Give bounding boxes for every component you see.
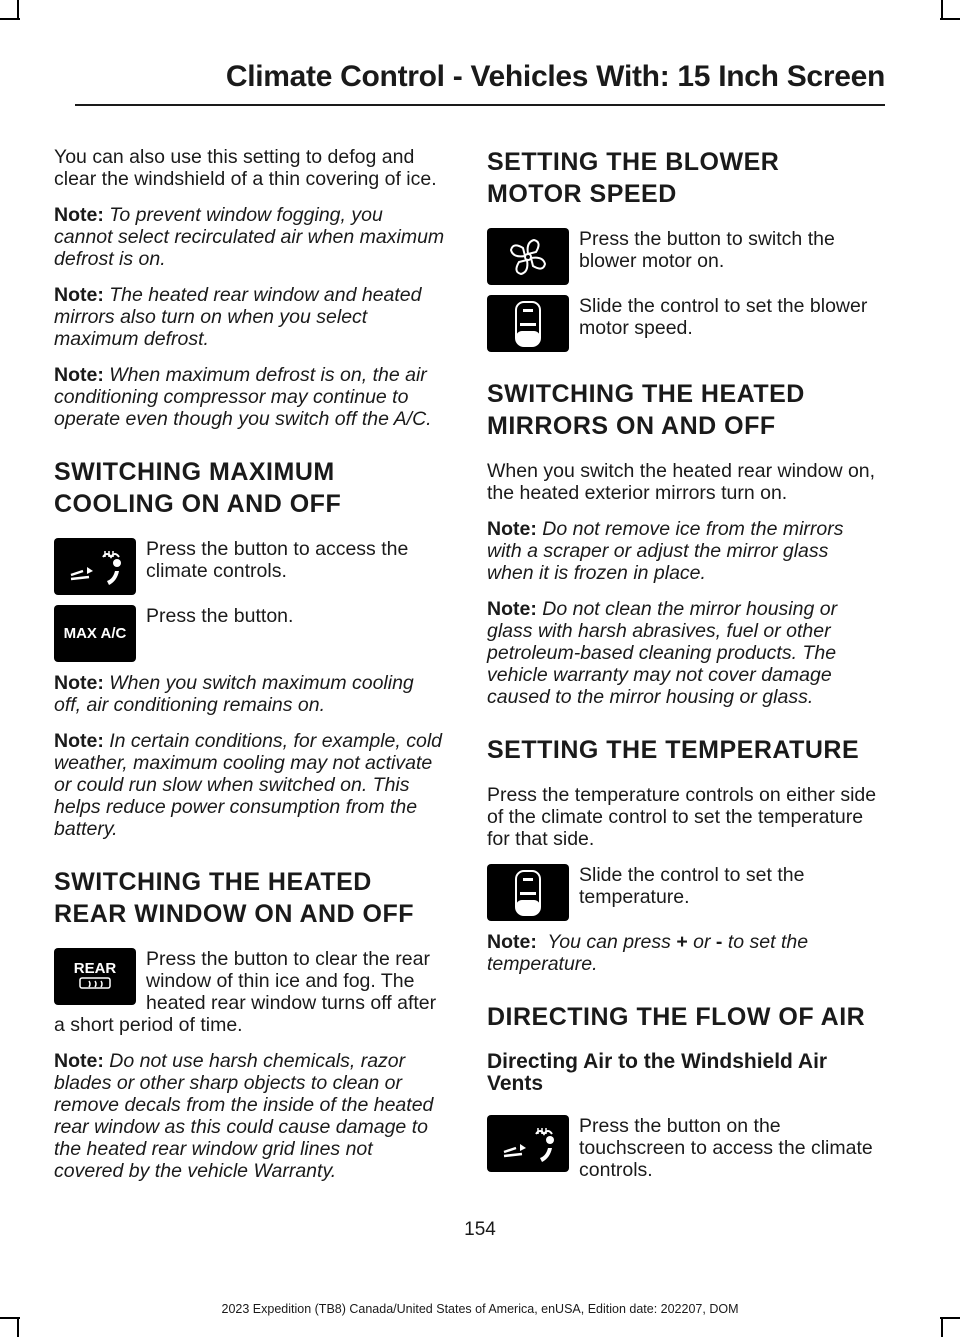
step-text: Press the button.	[146, 605, 294, 627]
section-heading-temperature: SETTING THE TEMPERATURE	[487, 736, 860, 764]
rear-defrost-icon: REAR	[54, 948, 136, 1005]
crop-mark	[17, 0, 19, 20]
page-number: 154	[464, 1219, 496, 1240]
crop-mark	[0, 1317, 20, 1319]
step-text: Press the button to clear the rear window of thin ice and fog. The heated rear window turns off after a short period of time.	[54, 948, 437, 1036]
note: Note: In certain conditions, for example, cold weather, maximum cooling may not activate or could run slow when switched on. This helps reduce power consumption from the battery.	[54, 730, 443, 840]
max-ac-icon: MAX A/C	[54, 605, 136, 662]
step-text: Press the button to switch the blower motor on.	[579, 228, 835, 272]
step-text: Slide the control to set the blower motor speed.	[579, 295, 868, 339]
section-heading-blower: SETTING THE BLOWER MOTOR SPEED	[487, 148, 780, 208]
left-column	[54, 146, 446, 1196]
crop-mark	[941, 1317, 943, 1337]
slider-control-icon	[487, 864, 569, 921]
note: Note: You can press + or - to set the temperature.	[487, 931, 809, 975]
slider-control-icon	[487, 295, 569, 352]
section-heading-heated-mirrors: SWITCHING THE HEATED MIRRORS ON AND OFF	[487, 380, 805, 440]
step-row	[487, 1115, 879, 1181]
step-row	[54, 538, 446, 595]
paragraph: Press the temperature controls on either side of the climate control to set the temperature for that side.	[487, 784, 877, 850]
crop-mark	[941, 0, 943, 20]
header-divider	[75, 104, 885, 106]
note: Note: Do not use harsh chemicals, razor blades or other sharp objects to clean or remove decals from the inside of the heated rear window as this could cause damage to the heated rear window grid lines not covered by the vehicle Warranty.	[54, 1050, 434, 1182]
crop-mark	[940, 18, 960, 20]
note: Note: When maximum defrost is on, the air conditioning compressor may continue to operate even though you switch off the A/C.	[54, 364, 432, 430]
step-row	[487, 295, 879, 352]
step-row	[487, 228, 879, 285]
note: Note: The heated rear window and heated mirrors also turn on when you select maximum defrost.	[54, 284, 422, 350]
fan-icon	[487, 228, 569, 285]
climate-controls-icon	[54, 538, 136, 595]
note: Note: To prevent window fogging, you cannot select recirculated air when maximum defrost is on.	[54, 204, 445, 270]
climate-controls-icon	[487, 1115, 569, 1172]
intro-paragraph: You can also use this setting to defog and clear the windshield of a thin covering of ice.	[54, 146, 437, 190]
section-heading-air-flow: DIRECTING THE FLOW OF AIR	[487, 1003, 866, 1031]
step-row	[487, 864, 879, 921]
step-text: Slide the control to set the temperature.	[579, 864, 805, 908]
paragraph: When you switch the heated rear window on, the heated exterior mirrors turn on.	[487, 460, 876, 504]
subsection-heading: Directing Air to the Windshield Air Vents	[487, 1050, 828, 1095]
crop-mark	[940, 1317, 960, 1319]
page-header-title: Climate Control - Vehicles With: 15 Inch Screen	[225, 60, 885, 93]
step-text: Press the button to access the climate controls.	[146, 538, 409, 582]
right-column	[487, 146, 879, 1191]
note: Note: When you switch maximum cooling off, air conditioning remains on.	[54, 672, 414, 716]
step-row	[54, 948, 446, 1036]
step-row	[54, 605, 446, 662]
step-text: Press the button on the touchscreen to access the climate controls.	[579, 1115, 873, 1181]
section-heading-max-cooling: SWITCHING MAXIMUM COOLING ON AND OFF	[54, 458, 342, 518]
section-heading-heated-rear-window: SWITCHING THE HEATED REAR WINDOW ON AND OFF	[54, 868, 415, 928]
footer-text: 2023 Expedition (TB8) Canada/United States of America, enUSA, Edition date: 202207, DOM	[221, 1302, 739, 1316]
note: Note: Do not clean the mirror housing or glass with harsh abrasives, fuel or other petroleum-based cleaning products. The vehicle warranty may not cover damage caused to the mirror housing or glass.	[487, 598, 838, 708]
crop-mark	[0, 18, 20, 20]
crop-mark	[17, 1317, 19, 1337]
note: Note: Do not remove ice from the mirrors with a scraper or adjust the mirror glass when it is frozen in place.	[487, 518, 844, 584]
